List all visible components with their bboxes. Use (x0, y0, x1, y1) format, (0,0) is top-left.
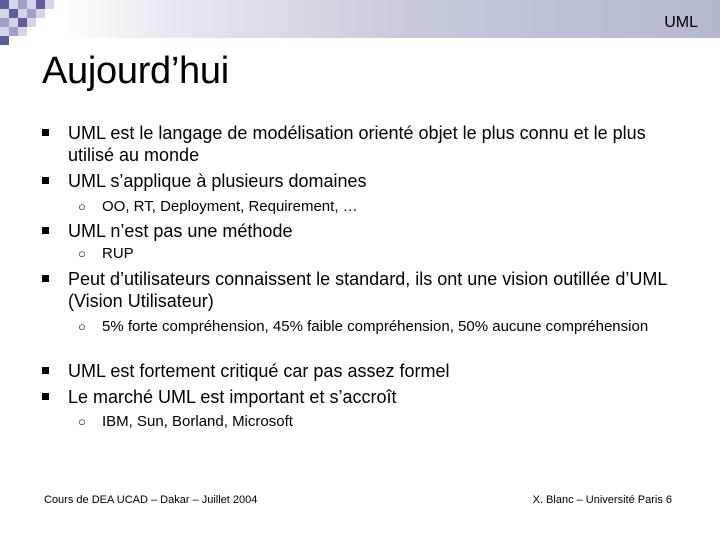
bullet-text: UML s’applique à plusieurs domaines (68, 171, 367, 191)
bullet-text: Peut d’utilisateurs connaissent le standard, ils ont une vision outillée d’UML (Vision Utilisateur) (68, 269, 667, 311)
circle-bullet-icon: ○ (78, 199, 86, 214)
header-label: UML (664, 14, 698, 31)
square-bullet-icon (42, 129, 49, 136)
bullet-item (68, 122, 688, 166)
circle-bullet-icon: ○ (78, 319, 86, 334)
bullet-item (68, 386, 688, 408)
sub-bullet-text: OO, RT, Deployment, Requirement, … (102, 198, 358, 215)
sub-bullet-text: RUP (102, 245, 134, 262)
bullet-item (68, 360, 688, 382)
circle-bullet-icon: ○ (78, 414, 86, 429)
slide-title: Aujourd’hui (42, 50, 229, 92)
square-bullet-icon (42, 177, 49, 184)
footer-course: Cours de DEA UCAD – Dakar – Juillet 2004 (44, 494, 258, 506)
bullet-text: Le marché UML est important et s’accroît (68, 387, 397, 407)
circle-bullet-icon: ○ (78, 246, 86, 261)
sub-bullet-text: IBM, Sun, Borland, Microsoft (102, 413, 293, 430)
bullet-text: UML n’est pas une méthode (68, 221, 293, 241)
sub-bullet-item (78, 317, 662, 337)
checker-logo (0, 0, 60, 44)
square-bullet-icon (42, 227, 49, 234)
footer-author: X. Blanc – Université Paris 6 (532, 494, 672, 506)
square-bullet-icon (42, 367, 49, 374)
bullet-text: UML est le langage de modélisation orienté objet le plus connu et le plus utilisé au monde (68, 123, 646, 165)
square-bullet-icon (42, 393, 49, 400)
bullet-item (68, 268, 688, 312)
square-bullet-icon (42, 275, 49, 282)
header-band (0, 0, 720, 38)
bullet-item (68, 220, 688, 242)
sub-bullet-item (78, 412, 662, 432)
bullet-text: UML est fortement critiqué car pas assez formel (68, 361, 450, 381)
sub-bullet-item (78, 244, 662, 264)
sub-bullet-text: 5% forte compréhension, 45% faible compréhension, 50% aucune compréhension (102, 318, 649, 335)
bullet-item (68, 170, 688, 192)
sub-bullet-item (78, 197, 662, 217)
